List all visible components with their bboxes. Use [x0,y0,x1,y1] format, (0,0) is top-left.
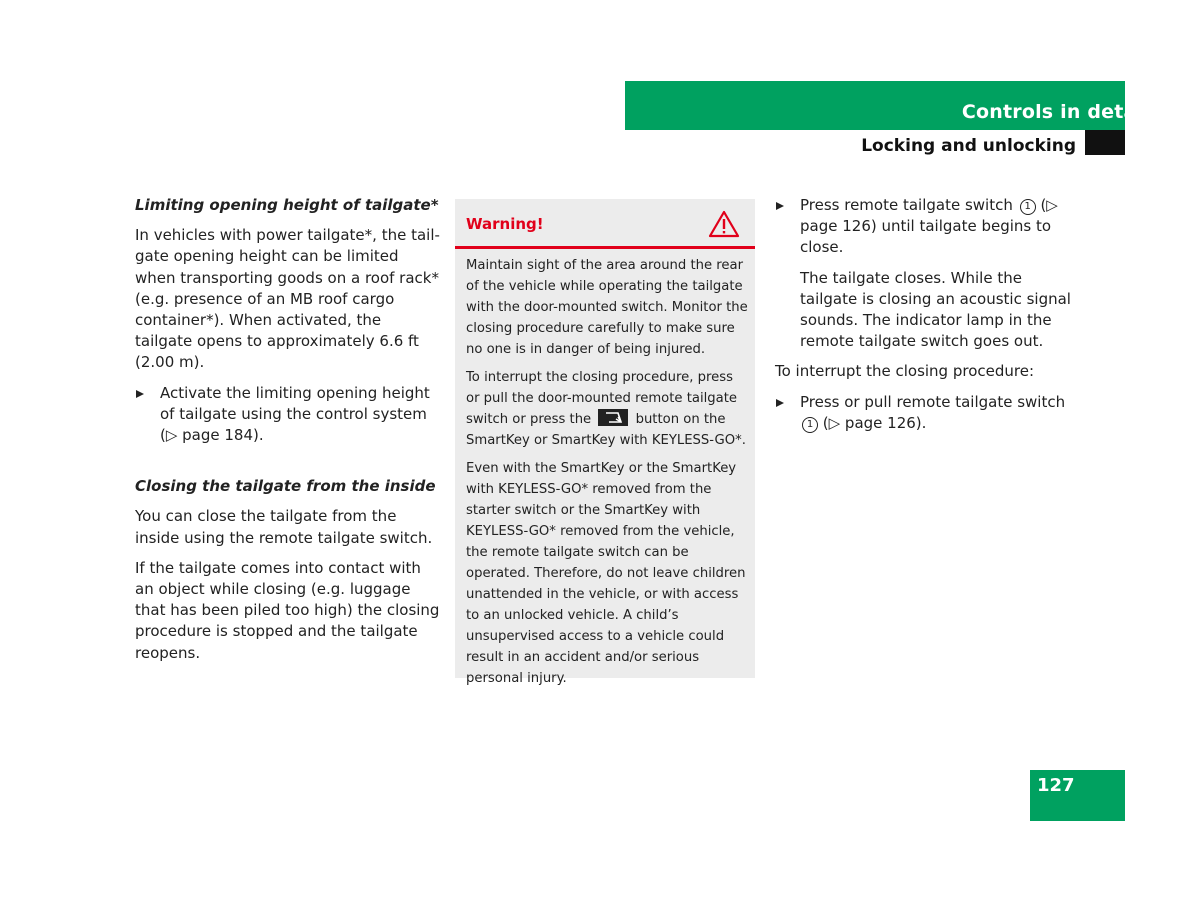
left-column [135,195,440,673]
page-number: 127 [1037,775,1075,796]
paragraph-contact-object: If the tailgate comes into contact with an object while closing (e.g. luggage that has been piled too high) the closing procedure is stopped and the tailgate reopens. [135,558,440,662]
warning-body [466,255,748,696]
tailgate-button-icon [598,409,628,426]
bullet-press-switch: Press remote tailgate switch 1 (▷ page 126) until tailgate begins to close. [775,195,1080,259]
bullet-text: Activate the limiting opening height of tailgate using the control system (▷ page 184). [160,383,430,445]
section-title: Controls in detail [961,101,1150,123]
bullet-press-pull-switch: Press or pull remote tailgate switch 1 (▷ page 126). [775,392,1080,434]
warning-triangle-icon [708,210,740,238]
paragraph-tailgate-closes: The tailgate closes. While the tailgate is closing an acoustic signal sounds. The indicator lamp in the remote tailgate switch goes out. [800,268,1071,351]
paragraph-interrupt: To interrupt the closing procedure: [775,362,1035,381]
paragraph-close-inside: You can close the tailgate from the inside using the remote tailgate switch. [135,507,433,547]
callout-number-1: 1 [802,417,818,433]
warning-title: Warning! [466,215,544,233]
header-marker-block [1085,130,1125,155]
heading-closing-inside: Closing the tailgate from the inside [135,477,436,496]
bullet-arrow-icon [776,399,784,407]
warning-box [455,199,755,686]
bullet-arrow-icon [776,202,784,210]
warning-paragraph-2: To interrupt the closing procedure, press or pull the door-mounted remote tailgate switch or press the button on the SmartKey or SmartKey with KEYLESS-GO*. [466,370,746,448]
warning-paragraph-1: Maintain sight of the area around the rear of the vehicle while operating the tailgate with the door-mounted switch. Monitor the closing procedure carefully to make sure no one is in danger of being injured. [466,258,748,357]
paragraph-limiting-height: In vehicles with power tailgate*, the tail-gate opening height can be limited when transporting goods on a roof rack* (e.g. presence of an MB roof cargo container*). When activated, the tailgate opens to approximately 6.6 ft (2.00 m). [135,226,440,372]
callout-number-1: 1 [1020,199,1036,215]
bullet-activate-limit [135,383,440,447]
warning-divider [455,246,755,249]
heading-limiting-height: Limiting opening height of tailgate* [135,196,439,214]
bullet-arrow-icon [136,390,144,398]
section-subtitle: Locking and unlocking [861,136,1076,156]
right-column [775,195,1080,443]
warning-paragraph-3: Even with the SmartKey or the SmartKey with KEYLESS-GO* removed from the starter switch or the SmartKey with KEYLESS-GO* removed from the vehicle, the remote tailgate switch can be operated. Therefore, do not leave children unattended in the vehicle, or with access to an unlocked vehicle. A child’s unsupervised access to a vehicle could result in an accident and/or serious personal injury. [466,461,746,686]
